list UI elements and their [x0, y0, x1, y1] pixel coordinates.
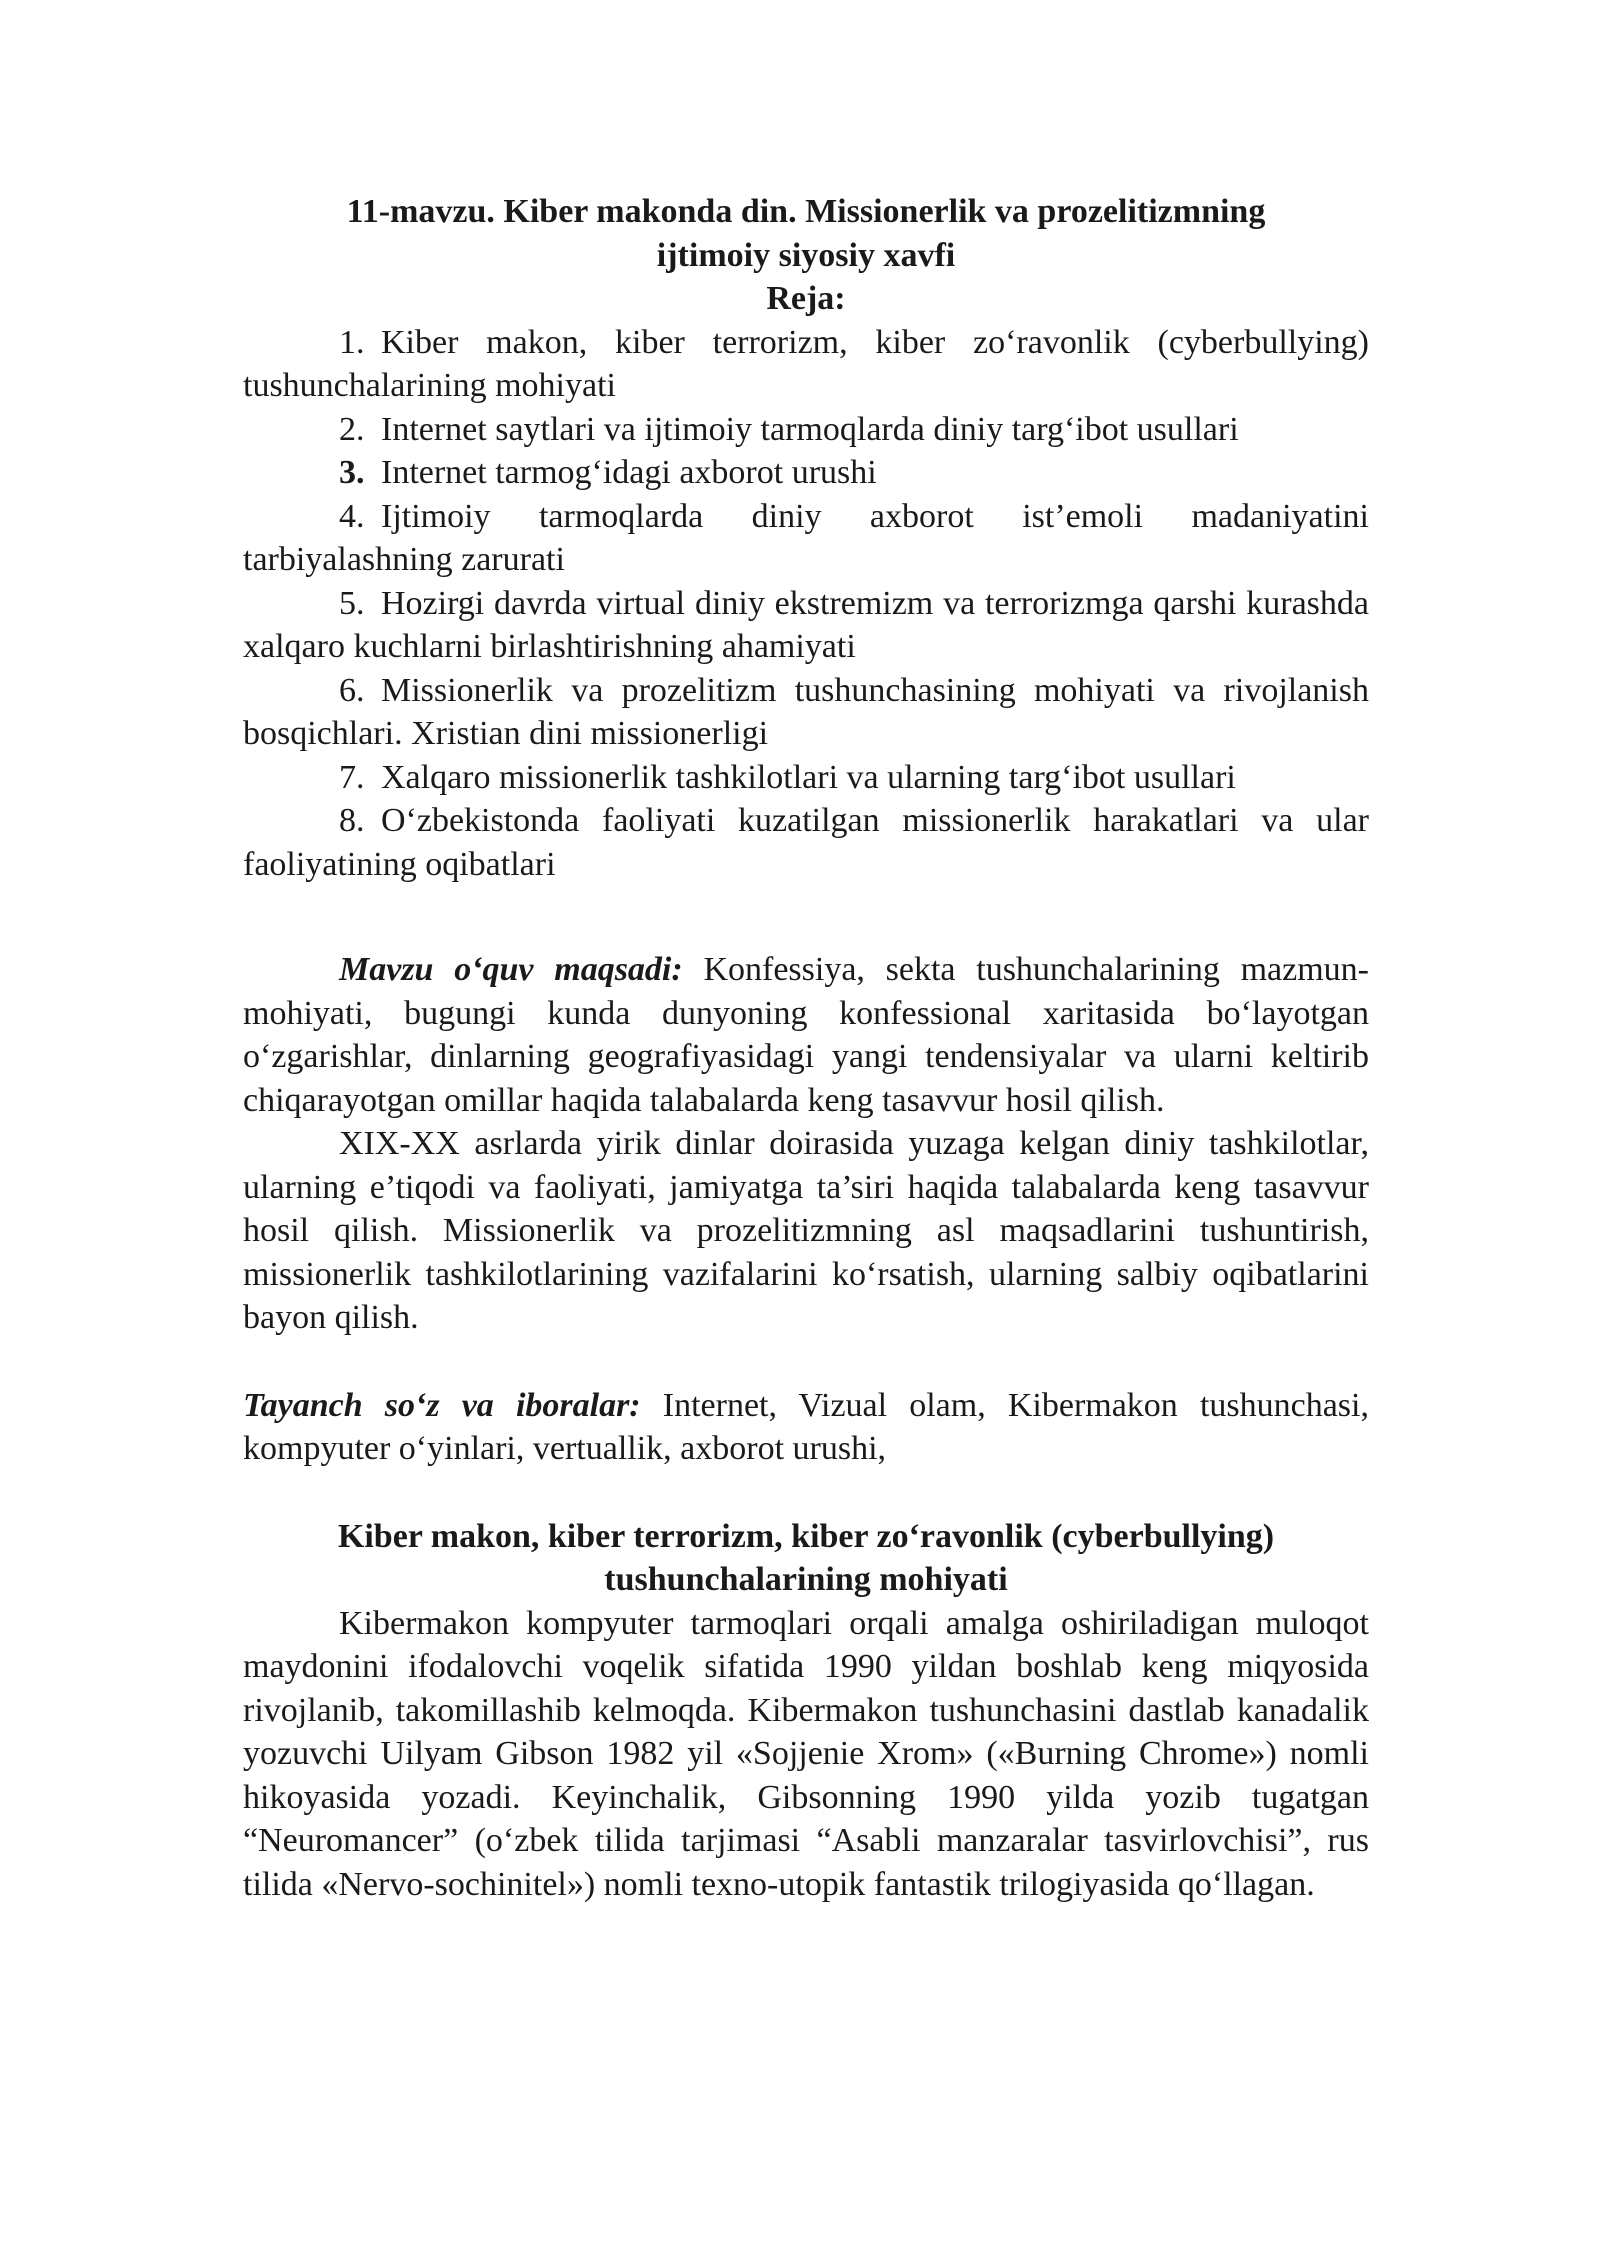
- plan-item-text: O‘zbekistonda faoliyati kuzatilgan missionerlik harakatlari va ular faoliyatining oqibatlari: [243, 802, 1369, 883]
- plan-item-number: 5.: [339, 584, 365, 622]
- spacer: [243, 1340, 1369, 1384]
- plan-item: [243, 756, 1369, 800]
- plan-item-number: 4.: [339, 497, 365, 535]
- plan-heading: Reja:: [766, 280, 846, 317]
- plan-item-number: 7.: [339, 758, 365, 796]
- section-title: [243, 1515, 1369, 1602]
- goal-lead: Mavzu o‘quv maqsadi:: [339, 951, 683, 988]
- plan-item: [243, 669, 1369, 756]
- spacer: [243, 1471, 1369, 1515]
- goal-text: Konfessiya, sekta tushunchalarining mazmun-mohiyati, bugungi kunda dunyoning konfessional xaritasida bo‘layotgan o‘zgarishlar, dinlarning geografiyasidagi yangi tendensiyalar va ularni keltirib chiqarayotgan omillar haqida talabalarda keng tasavvur hosil qilish.: [243, 951, 1370, 1119]
- plan-list: [243, 321, 1369, 887]
- plan-item: [243, 321, 1369, 408]
- plan-item-text: Internet saytlari va ijtimoiy tarmoqlarda diniy targ‘ibot usullari: [381, 410, 1239, 448]
- plan-item-number: 1.: [339, 323, 365, 361]
- plan-item-text: Missionerlik va prozelitizm tushunchasining mohiyati va rivojlanish bosqichlari. Xristian dini missionerligi: [243, 671, 1369, 752]
- document-page: [243, 190, 1369, 1906]
- plan-item-text: Hozirgi davrda virtual diniy ekstremizm va terrorizmga qarshi kurashda xalqaro kuchlarni birlashtirishning ahamiyati: [243, 584, 1369, 665]
- plan-item-number: 8.: [339, 802, 365, 839]
- document-title: [243, 190, 1369, 277]
- keywords-lead: Tayanch so‘z va iboralar:: [243, 1386, 641, 1424]
- plan-item: [243, 408, 1369, 452]
- keywords-paragraph: [243, 1384, 1369, 1471]
- plan-item-text: Xalqaro missionerlik tashkilotlari va ularning targ‘ibot usullari: [381, 758, 1236, 796]
- plan-item-text: Kiber makon, kiber terrorizm, kiber zo‘ravonlik (cyberbullying) tushunchalarining mohiyati: [243, 323, 1369, 404]
- spacer: [243, 886, 1369, 948]
- section-title-line-1: Kiber makon, kiber terrorizm, kiber zo‘ravonlik (cyberbullying): [337, 1517, 1275, 1555]
- goal-paragraph: [243, 948, 1369, 1122]
- section-body-paragraph: Kibermakon kompyuter tarmoqlari orqali amalga oshiriladigan muloqot maydonini ifodalovchi voqelik sifatida 1990 yildan boshlab keng miqyosida rivojlanib, takomillashib kelmoqda. Kibermakon tushunchasini dastlab kanadalik yozuvchi Uilyam Gibson 1982 yil «Sojjenie Xrom» («Burning Chrome») nomli hikoyasida yozadi. Keyinchalik, Gibsonning 1990 yilda yozib tugatgan “Neuromancer” (o‘zbek tilida tarjimasi “Asabli manzaralar tasvirlovchisi”, rus tilida «Nervo-sochinitel») nomli texno-utopik fantastik trilogiyasida qo‘llagan.: [243, 1604, 1369, 1903]
- plan-item: [243, 799, 1369, 886]
- plan-item-text: Internet tarmog‘idagi axborot urushi: [381, 454, 877, 491]
- plan-item-number: 3.: [339, 454, 365, 491]
- section-title-line-2: tushunchalarining mohiyati: [604, 1561, 1008, 1598]
- plan-item-number: 6.: [339, 671, 365, 709]
- plan-item-text: Ijtimoiy tarmoqlarda diniy axborot ist’emoli madaniyatini tarbiyalashning zarurati: [243, 497, 1369, 578]
- plan-item: [243, 495, 1369, 582]
- plan-item: [243, 451, 1369, 495]
- title-line-2: ijtimoiy siyosiy xavfi: [656, 236, 956, 274]
- goal-paragraph-2: XIX-XX asrlarda yirik dinlar doirasida yuzaga kelgan diniy tashkilotlar, ularning e’tiqodi va faoliyati, jamiyatga ta’siri haqida talabalarda keng tasavvur hosil qilish. Missionerlik va prozelitizmning asl maqsadlarini tushuntirish, missionerlik tashkilotlarining vazifalarini ko‘rsatish, ularning salbiy oqibatlarini bayon qilish.: [243, 1125, 1369, 1336]
- title-line-1: 11-mavzu. Kiber makonda din. Missionerlik va prozelitizmning: [346, 193, 1266, 230]
- keywords-text: Internet, Vizual olam, Kibermakon tushunchasi, kompyuter o‘yinlari, vertuallik, axborot urushi,: [243, 1386, 1369, 1467]
- plan-item-number: 2.: [339, 410, 365, 448]
- plan-item: [243, 582, 1369, 669]
